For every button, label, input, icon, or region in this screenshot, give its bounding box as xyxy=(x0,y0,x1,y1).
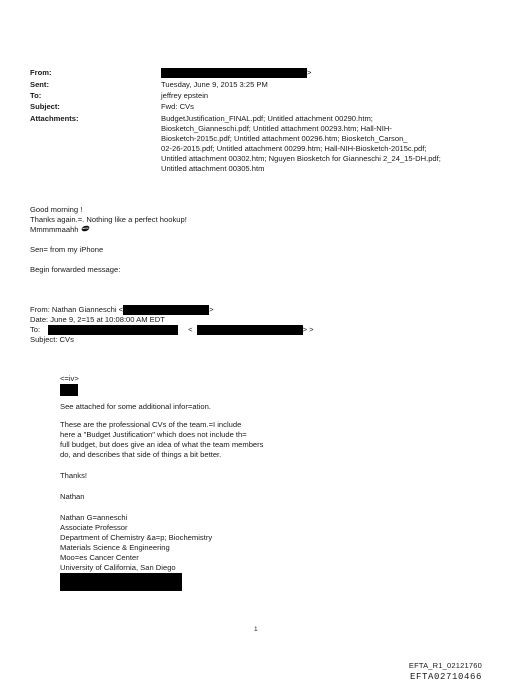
to-value: jeffrey epstein xyxy=(161,91,209,100)
forwarded-message xyxy=(60,374,263,593)
redaction-box xyxy=(161,68,307,78)
redaction-line xyxy=(60,573,263,593)
redaction-line xyxy=(60,384,263,396)
redaction-box xyxy=(197,325,303,335)
greeting: Good morning ! xyxy=(30,205,83,214)
signature-line: Associate Professor xyxy=(60,523,128,532)
paragraph-line: These are the professional CVs of the team.=I include xyxy=(60,420,242,429)
signature-line: Nathan G=anneschi xyxy=(60,513,128,522)
attachment-line: BudgetJustification_FINAL.pdf; Untitled attachment 00290.htm; xyxy=(161,114,373,123)
forward-subject-line: Subject: CVs xyxy=(30,335,74,344)
attachment-line: Untitled attachment 00305.htm xyxy=(161,164,265,173)
forwarded-headers xyxy=(30,305,314,345)
sign-text: Mmmmmaahh xyxy=(30,225,79,234)
thanks-closing: Thanks! xyxy=(60,471,88,480)
forward-from-suffix: > xyxy=(209,305,214,314)
from-value xyxy=(161,68,481,78)
signature-line: University of California, San Diego xyxy=(60,563,176,572)
signature-line: Department of Chemistry &a=p; Biochemistry xyxy=(60,533,213,542)
paragraph-line: full budget, but does give an idea of what the team members xyxy=(60,440,264,449)
sent-label: Sent: xyxy=(30,80,49,89)
paragraph-line: do, and describes that side of things a bit better. xyxy=(60,450,222,459)
redaction-box xyxy=(60,384,78,396)
attachments-list xyxy=(161,114,481,174)
subject-value: Fwd: CVs xyxy=(161,102,194,111)
div-tag-text: <=iv> xyxy=(60,374,79,383)
from-suffix: > xyxy=(307,68,312,77)
attachments-label: Attachments: xyxy=(30,114,79,123)
forward-to-line xyxy=(30,325,314,335)
attachment-line: Biosketch_Gianneschi.pdf; Untitled attachment 00293.htm; Hall-NIH- xyxy=(161,124,392,133)
sent-value: Tuesday, June 9, 2015 3:25 PM xyxy=(161,80,268,89)
sent-from-line: Sen= from my iPhone xyxy=(30,245,104,254)
forwarded-heading: Begin forwarded message: xyxy=(30,265,121,274)
forward-from-line xyxy=(30,305,314,315)
attachment-line: Biosketch-2015c.pdf; Untitled attachment 00296.htm; Biosketch_Carson_ xyxy=(161,134,408,143)
attachment-line: 02-26-2015.pdf; Untitled attachment 00299.htm; Hall-NIH-Biosketch-2015c.pdf; xyxy=(161,144,427,153)
footer-reference-1: EFTA_R1_02121760 xyxy=(408,661,482,670)
kiss-line xyxy=(30,225,187,235)
subject-label: Subject: xyxy=(30,102,60,111)
to-label: To: xyxy=(30,91,42,100)
signature-line: Materials Science & Engineering xyxy=(60,543,170,552)
kiss-emoji-icon xyxy=(81,225,90,235)
redaction-box xyxy=(60,573,182,591)
paragraph-line: here a "Budget Justification" which does not include th= xyxy=(60,430,247,439)
attachment-line: Untitled attachment 00302.htm; Nguyen Biosketch for Gianneschi 2_24_15-DH.pdf; xyxy=(161,154,441,163)
forward-to-suffix: > > xyxy=(302,325,314,334)
email-body xyxy=(30,205,187,275)
redaction-box xyxy=(123,305,209,315)
from-label: From: xyxy=(30,68,52,77)
forward-from-prefix: From: Nathan Gianneschi < xyxy=(30,305,124,314)
message-line: See attached for some additional infor=ation. xyxy=(60,402,211,411)
redaction-box xyxy=(48,325,178,335)
signature-line: Moo=es Cancer Center xyxy=(60,553,139,562)
footer-reference-2: EFTA02710466 xyxy=(409,672,482,682)
forward-to-mid: < xyxy=(188,325,193,334)
forward-date-line: Date: June 9, 2=15 at 10:08:00 AM EDT xyxy=(30,315,165,324)
sender-name: Nathan xyxy=(60,492,85,501)
forward-to-prefix: To: xyxy=(30,325,41,334)
thanks-line: Thanks again.=. Nothing like a perfect hookup! xyxy=(30,215,187,224)
page-number: 1 xyxy=(254,626,258,633)
